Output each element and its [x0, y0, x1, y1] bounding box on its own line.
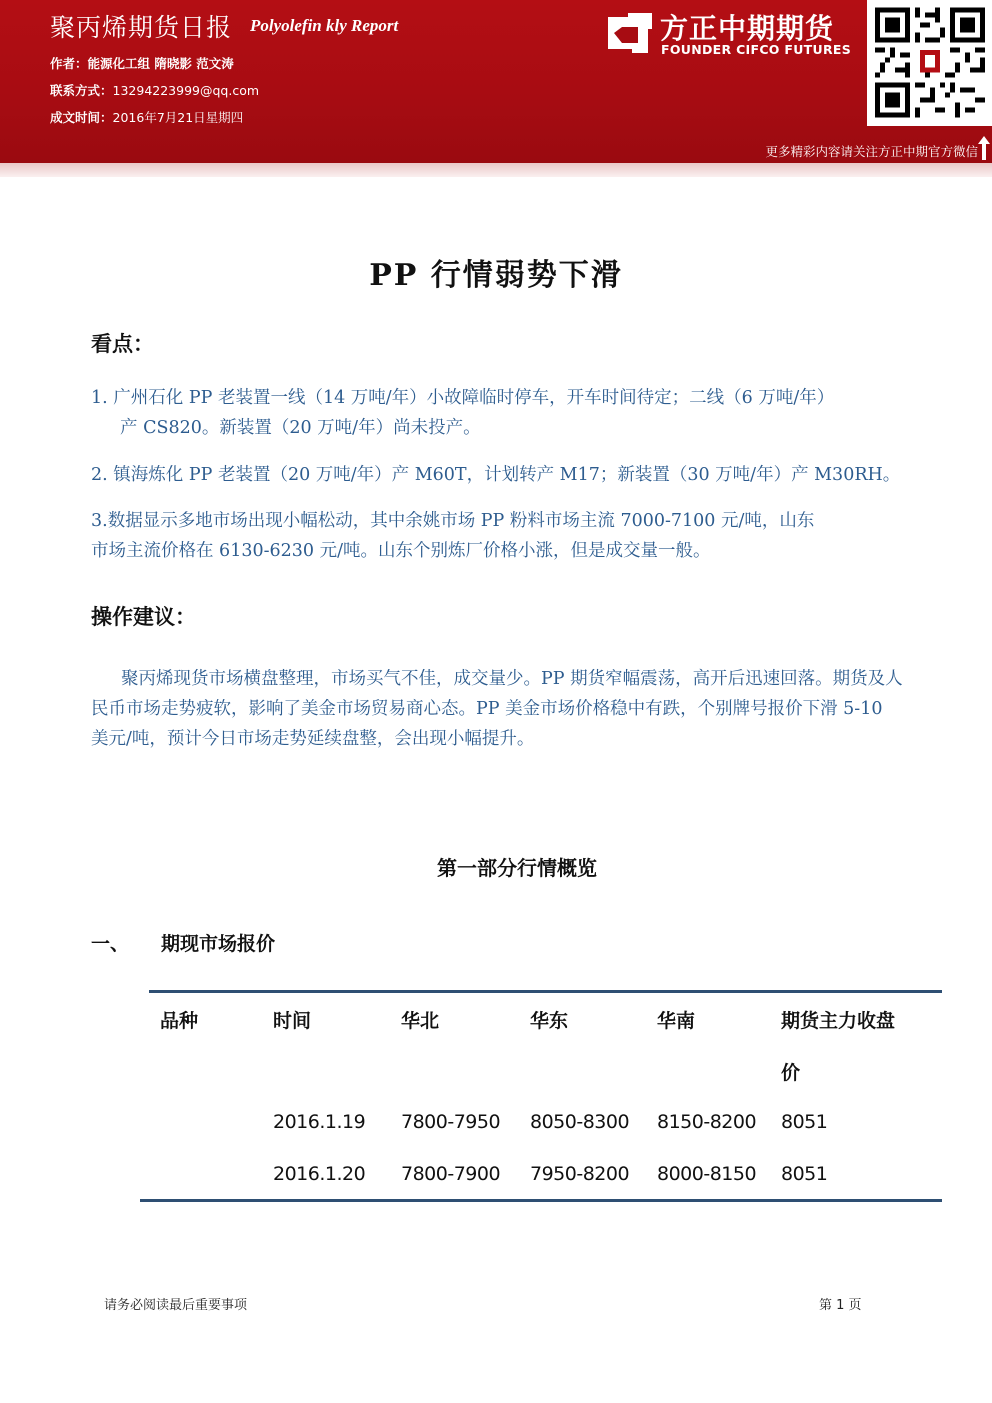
part-one-title: 第一部分行情概览 [437, 856, 597, 880]
section-number: 一、 [91, 933, 130, 955]
logo-english-name: FOUNDER CIFCO FUTURES [661, 42, 852, 57]
highlight-text-continued: 产 CS820。新装置（20 万吨/年）尚未投产。 [120, 418, 481, 438]
table-header-south-china: 华南 [657, 1010, 696, 1032]
highlight-text-continued: 市场主流价格在 6130-6230 元/吨。山东个别炼厂价格小涨，但是成交量一般。 [91, 541, 711, 561]
table-cell-north: 7800-7900 [401, 1163, 501, 1185]
highlight-number: 3. [91, 511, 108, 531]
contact-line [50, 81, 259, 99]
advice-heading: 操作建议： [91, 604, 196, 629]
date-line [50, 108, 243, 126]
table-header-north-china: 华北 [401, 1010, 440, 1032]
highlight-item-1 [91, 383, 903, 443]
table-cell-east: 7950-8200 [530, 1163, 630, 1185]
arrow-up-icon [978, 136, 990, 160]
footer-notice: 请务必阅读最后重要事项 [104, 1298, 248, 1313]
contact-email[interactable]: 13294223999@qq.com [112, 83, 260, 98]
report-header [0, 0, 992, 163]
report-title: 聚丙烯期货日报 [50, 13, 233, 42]
table-header-futures-close: 期货主力收盘 [781, 1010, 896, 1032]
founder-logo-icon [604, 9, 656, 57]
table-header-futures-close-continued: 价 [781, 1062, 801, 1084]
highlight-number: 2. [91, 465, 108, 485]
table-cell-south: 8000-8150 [657, 1163, 757, 1185]
table-cell-time: 2016.1.19 [273, 1111, 366, 1133]
section-title: 期现市场报价 [161, 933, 276, 955]
table-cell-south: 8150-8200 [657, 1111, 757, 1133]
highlight-text: 数据显示多地市场出现小幅松动，其中余姚市场 PP 粉料市场主流 7000-7100 元/吨，山东 [107, 511, 815, 531]
highlight-number: 1. [91, 388, 108, 408]
highlight-text: 镇海炼化 PP 老装置（20 万吨/年）产 M60T，计划转产 M17；新装置（30 万吨/年）产 M30RH。 [113, 465, 901, 485]
table-cell-time: 2016.1.20 [273, 1163, 366, 1185]
report-subtitle: Polyolefin kly Report [250, 16, 399, 35]
table-header-variety: 品种 [160, 1010, 199, 1032]
table-cell-futures: 8051 [781, 1111, 828, 1133]
highlight-item-3 [91, 506, 903, 566]
table-cell-north: 7800-7950 [401, 1111, 501, 1133]
header-divider [0, 163, 992, 177]
qr-code-icon [875, 6, 985, 119]
follow-wechat-text: 更多精彩内容请关注方正中期官方微信 [765, 144, 978, 159]
page-number: 第 1 页 [819, 1298, 862, 1313]
advice-paragraph: 聚丙烯现货市场横盘整理，市场买气不佳，成交量少。PP 期货窄幅震荡，高开后迅速回落。期货及人民币市场走势疲软，影响了美金市场贸易商心态。PP 美金市场价格稳中有跌，个别牌号报价下滑 5-10 美元/吨，预计今日市场走势延续盘整，会出现小幅提升。 [91, 669, 903, 749]
page-title: PP 行情弱势下滑 [369, 258, 623, 293]
highlight-text: 广州石化 PP 老装置一线（14 万吨/年）小故障临时停车，开车时间待定；二线（6 万吨/年） [113, 388, 835, 408]
table-top-rule [149, 990, 942, 993]
highlight-item-2 [91, 460, 903, 490]
table-header-east-china: 华东 [530, 1010, 569, 1032]
contact-label: 联系方式： [50, 83, 113, 98]
highlights-heading: 看点： [91, 331, 154, 356]
table-bottom-rule [140, 1199, 942, 1202]
table-cell-futures: 8051 [781, 1163, 828, 1185]
authors-label: 作者： [50, 56, 88, 71]
section-heading-quotes [91, 929, 275, 956]
logo-chinese-name: 方正中期期货 [660, 12, 835, 45]
date-label: 成文时间： [50, 110, 113, 125]
report-date: 2016年7月21日星期四 [112, 110, 244, 125]
table-cell-east: 8050-8300 [530, 1111, 630, 1133]
wechat-qr-code [867, 0, 992, 126]
authors: 能源化工组 隋晓影 范文涛 [87, 56, 234, 71]
table-header-time: 时间 [273, 1010, 312, 1032]
authors-line [50, 54, 234, 72]
company-logo [604, 9, 859, 59]
